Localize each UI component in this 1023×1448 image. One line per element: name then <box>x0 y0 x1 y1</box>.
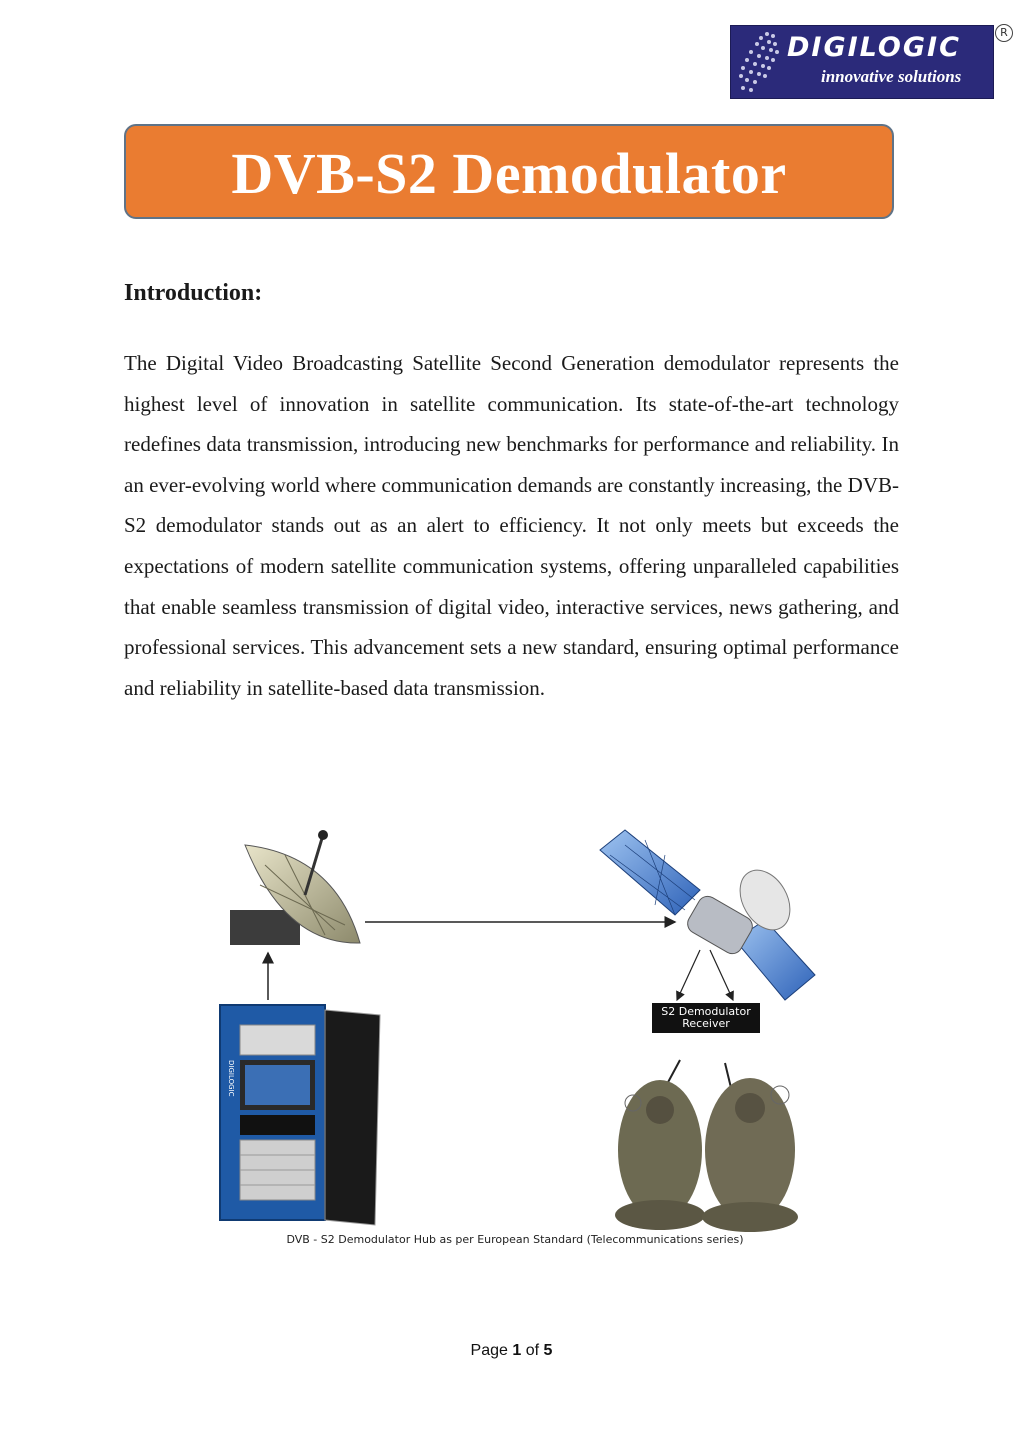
receiver-label-line1: S2 Demodulator <box>661 1005 751 1018</box>
registered-mark-icon: R <box>995 24 1013 42</box>
page-title: DVB-S2 Demodulator <box>231 141 787 206</box>
title-banner <box>124 124 894 219</box>
receiver-label <box>652 1003 760 1033</box>
ground-dish-antenna-icon <box>230 830 360 945</box>
footer-total-pages: 5 <box>543 1342 553 1359</box>
rack-brand-label: DIGILOGIC <box>227 1060 235 1097</box>
figure-caption: DVB - S2 Demodulator Hub as per European Standard (Telecommunications series) <box>286 1233 744 1246</box>
system-diagram-figure <box>205 825 825 1255</box>
equipment-rack-icon <box>220 1005 380 1225</box>
footer-prefix: Page <box>470 1342 508 1359</box>
soldiers-with-radios-icon <box>615 1060 798 1232</box>
company-logo <box>730 25 994 99</box>
satellite-icon <box>600 830 815 1000</box>
footer-current-page: 1 <box>512 1342 522 1359</box>
logo-brand-text: DIGILOGIC <box>787 32 961 63</box>
section-heading: Introduction: <box>124 280 263 306</box>
footer-separator: of <box>525 1342 540 1359</box>
receiver-label-line2: Receiver <box>682 1017 730 1030</box>
logo-dot-grid-icon <box>731 26 787 100</box>
page-footer <box>0 1342 1023 1360</box>
intro-paragraph: The Digital Video Broadcasting Satellite Second Generation demodulator represents the highest level of innovation in satellite communication. Its state-of-the-art technology redefines data transmission, introducing new benchmarks for performance and reliability. In an ever-evolving world where communication demands are constantly increasing, the DVB-S2 demodulator stands out as an alert to efficiency. It not only meets but exceeds the expectations of modern satellite communication systems, offering unparalleled capabilities that enable seamless transmission of digital video, interactive services, news gathering, and professional services. This advancement sets a new standard, ensuring optimal performance and reliability in satellite-based data transmission. <box>124 351 899 700</box>
logo-tagline: innovative solutions <box>821 67 962 86</box>
